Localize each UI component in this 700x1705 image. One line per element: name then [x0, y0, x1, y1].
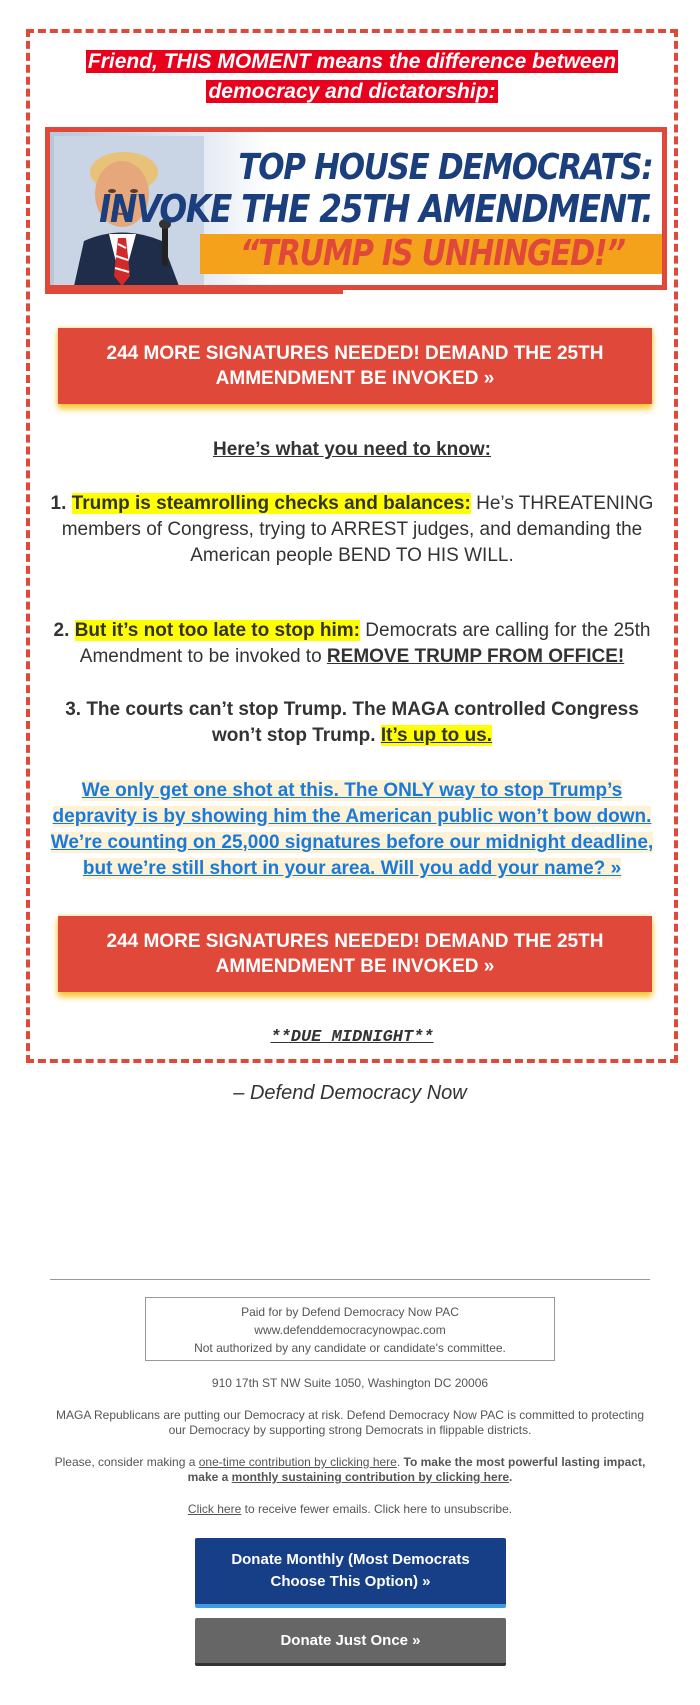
cta-label-line-2: AMMENDMENT BE INVOKED »	[215, 956, 495, 977]
donate-monthly-line-2: Choose This Option) »	[270, 1573, 431, 1590]
headline	[30, 47, 674, 107]
banner-frame	[45, 127, 667, 290]
donate-monthly-button[interactable]	[195, 1538, 506, 1608]
unsubscribe-text	[50, 1502, 650, 1517]
point-1-number: 1.	[50, 493, 67, 514]
one-time-contribution-link[interactable]: one-time contribution by clicking here	[198, 1455, 397, 1469]
cta-label-line-2: AMMENDMENT BE INVOKED »	[215, 368, 495, 389]
headline-line-2: democracy and dictatorship:	[208, 80, 496, 103]
email-card	[26, 29, 678, 1063]
disclaimer-text: Not authorized by any candidate or candidate's committee.	[194, 1341, 506, 1355]
point-2-text: Democrats are calling for the 25th Amendment to be invoked to	[79, 620, 651, 667]
banner-image[interactable]	[45, 127, 667, 300]
mission-text: MAGA Republicans are putting our Democracy at risk. Defend Democracy Now PAC is committed to protecting our Democracy by supporting strong Democrats in flippable districts.	[55, 1408, 644, 1437]
point-1	[38, 491, 666, 569]
section-heading: Here’s what you need to know:	[212, 439, 491, 460]
website-text: www.defenddemocracynowpac.com	[254, 1323, 446, 1337]
fewer-emails-link[interactable]: Click here	[187, 1502, 242, 1516]
donate-monthly-line-1: Donate Monthly (Most Democrats	[231, 1551, 470, 1568]
monthly-contribution-link[interactable]: monthly sustaining contribution by clicking here	[231, 1470, 510, 1484]
point-2-highlight: But it’s not too late to stop him:	[74, 620, 361, 641]
contribution-text: Please, consider making a one-time contribution by clicking here. To make the most powerful lasting impact, make a monthly sustaining contribution by clicking here.	[54, 1455, 646, 1484]
point-1-text: He’s THREATENING members of Congress, trying to ARREST judges, and demanding the American people BEND TO HIS WILL.	[61, 493, 654, 566]
cta-label-line-1: 244 MORE SIGNATURES NEEDED! DEMAND THE 25TH	[106, 931, 604, 952]
donate-once-button[interactable]: Donate Just Once »	[195, 1618, 506, 1666]
contrib-prefix: Please, consider making a	[54, 1455, 196, 1469]
paid-by-text: Paid for by Defend Democracy Now PAC	[241, 1305, 459, 1319]
sign-petition-button-bottom[interactable]	[58, 916, 652, 992]
point-2-number: 2.	[53, 620, 70, 641]
point-1-highlight: Trump is steamrolling checks and balances:	[71, 493, 471, 514]
point-3-text: 3. The courts can’t stop Trump. The MAGA controlled Congress won’t stop Trump.	[65, 699, 639, 746]
point-2-emphasis: REMOVE TRUMP FROM OFFICE!	[326, 646, 625, 667]
banner-title-line-2: INVOKE THE 25TH AMENDMENT.	[98, 187, 652, 231]
headline-line-1: Friend, THIS MOMENT means the difference between	[87, 50, 617, 73]
point-3	[38, 697, 666, 749]
banner-title-line-1: TOP HOUSE DEMOCRATS:	[237, 147, 652, 188]
paid-for-box	[145, 1297, 555, 1361]
cta-label-line-1: 244 MORE SIGNATURES NEEDED! DEMAND THE 25TH	[106, 343, 604, 364]
signoff: – Defend Democracy Now	[233, 1082, 467, 1104]
add-your-name-link-text: We only get one shot at this. The ONLY way to stop Trump’s depravity is by showing him the American public won’t bow down. We’re counting on 25,000 signatures before our midnight deadline, but we’re still short in your area. Will you add your name? »	[50, 780, 654, 879]
banner-accent-bar	[45, 286, 343, 294]
add-your-name-link[interactable]	[44, 778, 660, 882]
contrib-bold-text: To make the most powerful lasting impact, make a	[187, 1455, 646, 1484]
address-text: 910 17th ST NW Suite 1050, Washington DC 20006	[211, 1376, 489, 1390]
banner-quote: “TRUMP IS UNHINGED!”	[240, 233, 625, 274]
unsubscribe-text-rest: to receive fewer emails. Click here to unsubscribe.	[244, 1502, 513, 1516]
deadline-text: **DUE MIDNIGHT**	[270, 1028, 434, 1047]
point-2	[38, 618, 666, 670]
footer-divider	[50, 1279, 650, 1280]
point-3-highlight: It’s up to us.	[380, 725, 493, 746]
sign-petition-button-top[interactable]	[58, 328, 652, 404]
